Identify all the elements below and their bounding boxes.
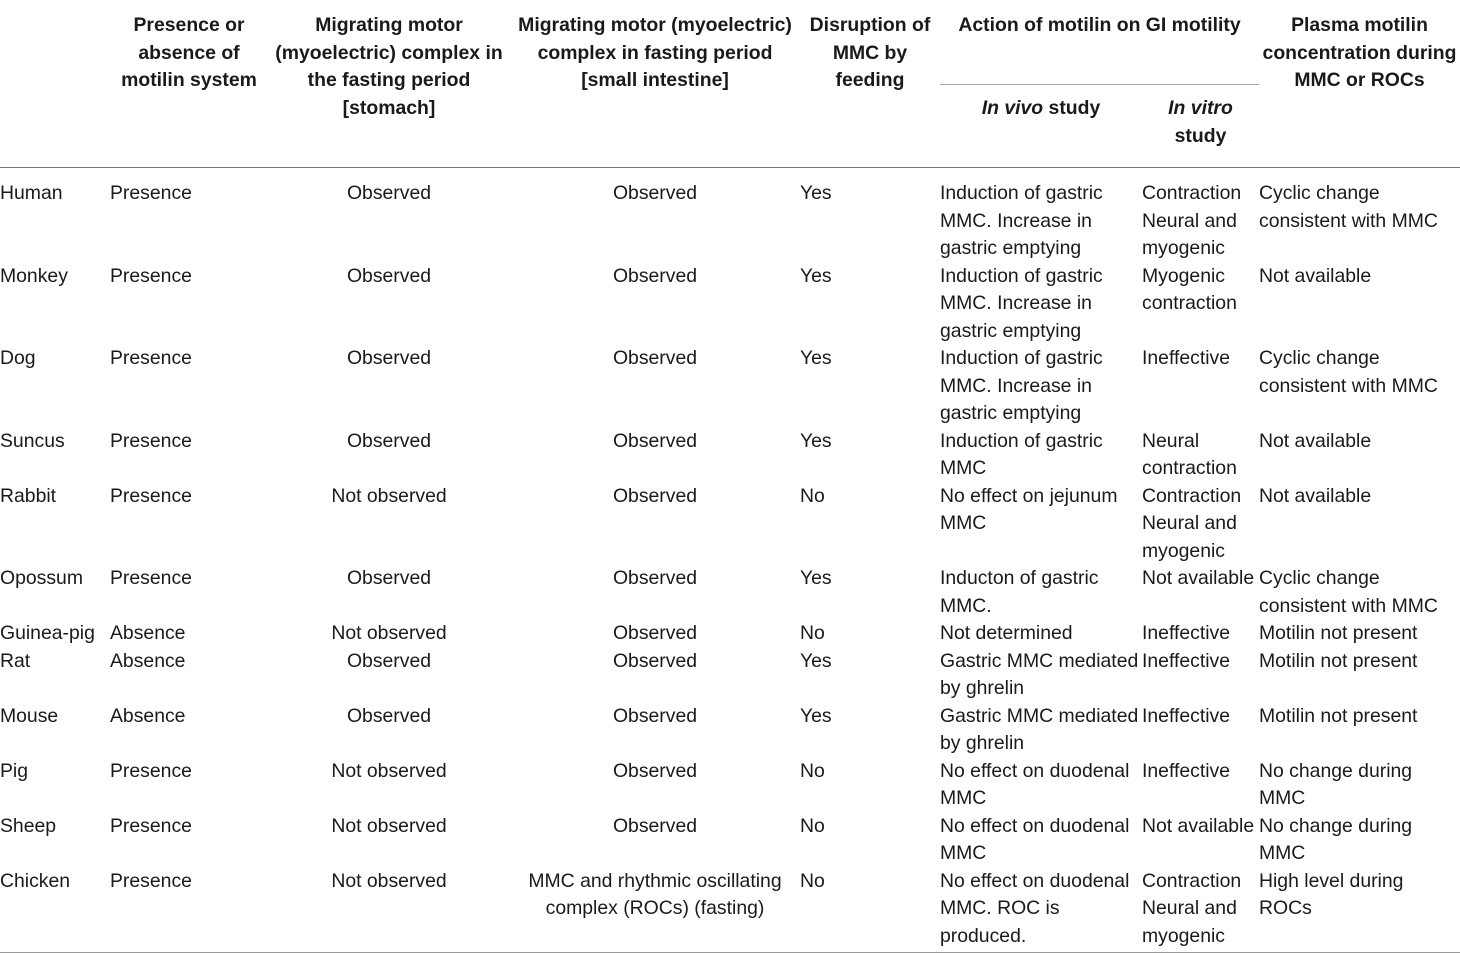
header-in-vivo: [940, 85, 1142, 168]
cell-mmc-stomach: Observed: [346, 649, 432, 672]
cell-mmc-stomach: Not observed: [331, 814, 447, 837]
cell-presence: Absence: [110, 649, 186, 672]
cell-mmc-small-intestine: Observed: [612, 759, 698, 782]
cell-in-vitro: Ineffective: [1142, 347, 1231, 369]
table-row: [0, 565, 1460, 620]
cell-in-vivo: Gastric MMC mediated by ghrelin: [940, 704, 1139, 754]
cell-presence: Presence: [110, 484, 192, 507]
cell-disruption: Yes: [800, 182, 832, 204]
table-body: [0, 168, 1460, 953]
cell-presence: Presence: [110, 868, 268, 953]
cell-in-vitro: Ineffective: [1142, 704, 1231, 727]
cell-species: Sheep: [0, 814, 57, 837]
cell-mmc-small-intestine: MMC and rhythmic oscillating complex (ROCs) (fasting): [510, 868, 800, 953]
cell-mmc-stomach: Not observed: [268, 868, 510, 953]
cell-in-vivo: Gastric MMC mediated by ghrelin: [940, 649, 1139, 699]
cell-presence: Presence: [110, 814, 192, 837]
cell-species: Mouse: [0, 704, 59, 727]
cell-disruption: No: [800, 868, 940, 953]
cell-disruption: No: [800, 484, 825, 507]
cell-presence: Presence: [110, 429, 192, 452]
cell-presence: Presence: [110, 347, 192, 369]
cell-in-vivo: Induction of gastric MMC. Increase in gastric emptying: [940, 264, 1103, 342]
cell-in-vitro: Neural contraction: [1142, 429, 1237, 479]
cell-mmc-small-intestine: Observed: [612, 182, 698, 204]
header-mmc-stomach: Migrating motor (myoelectric) complex in the fasting period [stomach]: [268, 0, 510, 168]
cell-species: Suncus: [0, 429, 65, 452]
cell-in-vivo: Induction of gastric MMC: [940, 429, 1103, 479]
cell-mmc-small-intestine: Observed: [612, 622, 698, 644]
cell-mmc-stomach: Not observed: [331, 484, 447, 507]
cell-disruption: Yes: [800, 567, 832, 589]
cell-in-vitro: Contraction Neural and myogenic: [1142, 484, 1242, 562]
cell-disruption: No: [800, 759, 825, 782]
cell-presence: Presence: [110, 567, 192, 589]
header-in-vitro-italic: In vitro: [1168, 97, 1233, 119]
cell-mmc-stomach: Observed: [346, 567, 432, 589]
cell-mmc-stomach: Observed: [346, 182, 432, 204]
cell-in-vitro: Ineffective: [1142, 759, 1231, 782]
table-row: [0, 758, 1460, 813]
cell-presence: Absence: [110, 622, 186, 644]
cell-plasma: Motilin not present: [1259, 649, 1418, 672]
table-row: [0, 483, 1460, 566]
cell-disruption: Yes: [800, 649, 832, 672]
cell-plasma: Not available: [1259, 264, 1372, 287]
cell-species: Dog: [0, 347, 36, 369]
cell-in-vitro: Myogenic contraction: [1142, 264, 1237, 314]
header-disruption: Disruption of MMC by feeding: [800, 0, 940, 168]
cell-mmc-small-intestine: Observed: [612, 814, 698, 837]
table-row: [0, 813, 1460, 868]
cell-species: Guinea-pig: [0, 622, 95, 644]
header-presence: Presence or absence of motilin system: [110, 0, 268, 168]
cell-in-vivo: No effect on jejunum MMC: [940, 484, 1118, 534]
cell-species: Pig: [0, 759, 29, 782]
cell-mmc-small-intestine: Observed: [612, 264, 698, 287]
cell-disruption: Yes: [800, 704, 832, 727]
table-row: [0, 703, 1460, 758]
cell-in-vivo: No effect on duodenal MMC. ROC is produced.: [940, 868, 1142, 953]
cell-mmc-stomach: Observed: [346, 347, 432, 369]
cell-plasma: Motilin not present: [1259, 704, 1418, 727]
cell-species: Opossum: [0, 567, 83, 589]
cell-mmc-stomach: Observed: [346, 429, 432, 452]
table-row: [0, 620, 1460, 648]
cell-plasma: Cyclic change consistent with MMC: [1259, 182, 1438, 232]
cell-presence: Presence: [110, 182, 192, 204]
table-header: [0, 0, 1460, 168]
table-row: [0, 648, 1460, 703]
header-in-vitro-rest: study: [1174, 124, 1227, 147]
cell-species: Rabbit: [0, 484, 57, 507]
cell-plasma: Motilin not present: [1259, 622, 1418, 644]
cell-mmc-stomach: Observed: [346, 264, 432, 287]
header-plasma-motilin: Plasma motilin concentration during MMC or ROCs: [1259, 0, 1460, 168]
cell-species: Monkey: [0, 264, 68, 287]
header-species: [0, 0, 110, 168]
cell-in-vitro: Not available: [1142, 814, 1255, 837]
cell-mmc-small-intestine: Observed: [612, 484, 698, 507]
cell-in-vitro: Ineffective: [1142, 649, 1231, 672]
header-mmc-small-intestine: Migrating motor (myoelectric) complex in fasting period [small intestine]: [510, 0, 800, 168]
cell-in-vivo: Induction of gastric MMC. Increase in gastric emptying: [940, 347, 1103, 424]
table-row: [0, 168, 1460, 263]
cell-mmc-stomach: Not observed: [331, 759, 447, 782]
cell-in-vivo: No effect on duodenal MMC: [940, 814, 1130, 864]
cell-in-vitro: Contraction Neural and myogenic: [1142, 182, 1242, 259]
cell-disruption: Yes: [800, 429, 832, 452]
cell-species: Human: [0, 182, 63, 204]
cell-in-vitro: Not available: [1142, 567, 1255, 589]
cell-plasma: No change during MMC: [1259, 814, 1413, 864]
header-action-of-motilin: Action of motilin on GI motility: [940, 0, 1259, 85]
cell-presence: Presence: [110, 264, 192, 287]
cell-in-vitro: Contraction Neural and myogenic: [1142, 868, 1259, 953]
cell-mmc-small-intestine: Observed: [612, 567, 698, 589]
cell-presence: Presence: [110, 759, 192, 782]
cell-plasma: Cyclic change consistent with MMC: [1259, 347, 1438, 397]
table-row: [0, 868, 1460, 953]
cell-species: Rat: [0, 649, 31, 672]
cell-disruption: Yes: [800, 264, 832, 287]
header-in-vitro: [1142, 85, 1259, 168]
cell-mmc-stomach: Observed: [346, 704, 432, 727]
cell-plasma: Cyclic change consistent with MMC: [1259, 567, 1438, 617]
cell-disruption: Yes: [800, 347, 832, 369]
header-in-vivo-rest: study: [1043, 97, 1101, 119]
cell-species: Chicken: [0, 868, 110, 953]
cell-disruption: No: [800, 814, 825, 837]
cell-in-vivo: Inducton of gastric MMC.: [940, 567, 1099, 617]
cell-plasma: High level during ROCs: [1259, 868, 1460, 953]
cell-in-vivo: Not determined: [940, 622, 1073, 644]
cell-in-vivo: No effect on duodenal MMC: [940, 759, 1130, 809]
cell-mmc-small-intestine: Observed: [612, 649, 698, 672]
cell-disruption: No: [800, 622, 825, 644]
cell-plasma: No change during MMC: [1259, 759, 1413, 809]
table-row: [0, 345, 1460, 428]
header-in-vivo-italic: In vivo: [981, 97, 1044, 119]
cell-in-vitro: Ineffective: [1142, 622, 1231, 644]
cell-mmc-small-intestine: Observed: [612, 429, 698, 452]
cell-plasma: Not available: [1259, 484, 1372, 507]
cell-plasma: Not available: [1259, 429, 1372, 452]
cell-mmc-stomach: Not observed: [331, 622, 447, 644]
cell-in-vivo: Induction of gastric MMC. Increase in gastric emptying: [940, 182, 1103, 259]
cell-presence: Absence: [110, 704, 186, 727]
cell-mmc-small-intestine: Observed: [612, 347, 698, 369]
table-row: [0, 428, 1460, 483]
cell-mmc-small-intestine: Observed: [612, 704, 698, 727]
table-row: [0, 263, 1460, 346]
